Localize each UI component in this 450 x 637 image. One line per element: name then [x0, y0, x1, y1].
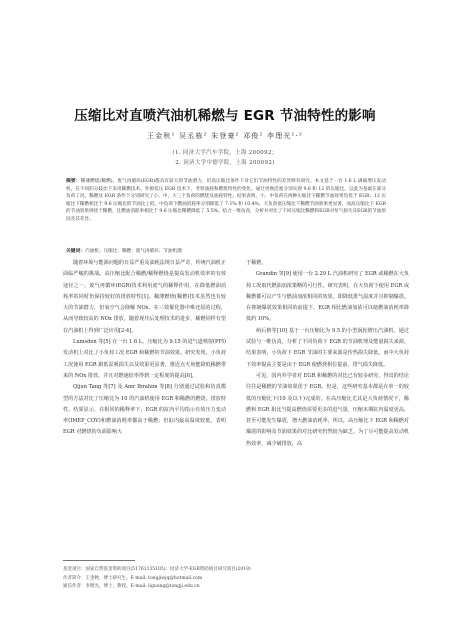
paragraph: 随着环境与能源问题的日益严重及油耗法规日益严苛，传统汽油机正面临严峻的挑战。高压缩比配合稀燃/稀释燃烧是提高发动机效率的有效途径之一。废气再循环(EGR)技术利用废气的稀释作用，在降低燃油消耗率的同时仍保持较好的排放特性[1]。稀薄燃烧(稀燃)技术虽然也有较大的节油潜力，但氧空气会降解 NOx，在三效催化器中难还原的过程，从而导致较高的 NOx 排放。随着现代后处理技术的进步，稀燃同样有望在汽油机上得到广泛应用[2-4]。 — [63, 260, 226, 334]
body-right-column — [246, 258, 409, 450]
footnote-funding: 基金项目：国家自然基金资助项目(51761135105)；同济大学-EGR资助项目研究项目(2019) — [63, 567, 251, 572]
keywords-text: 汽油机；压缩比；稀燃；废气再循环；节油机理 — [85, 249, 182, 254]
affiliation-1: (1. 同济大学汽车学院，上海 200092； — [172, 150, 278, 156]
footnote-corresponding: 通信作者：李理光，博士，教授。E-mail: liguang@tongji.edu.cn — [63, 584, 200, 590]
paragraph: Grandin 等[9] 使用一台 2.29 L 汽油机研究了 EGR 或稀燃在大负荷工况取代燃油加浓策略的可行性。研究表明，在大负荷下使用 EGR 或稀燃都可以产生与燃油加浓相同的效果，即降低排气温度并且抑制爆震。在抑制爆震效果相同的前提下，EGR 相比燃油加浓可以使燃油消耗率降低约 10%。 — [246, 271, 410, 323]
paper-title: 压缩比对直喷汽油机稀燃与 EGR 节油特性的影响 — [74, 108, 376, 124]
abstract — [66, 178, 386, 224]
paragraph: Qijun Tang 等[7] 及 Amr Ibrahim 等[8] 分别通过试验和仿真模型的方法对比了压缩比为 10 的汽油机使用 EGR 和稀燃的燃烧，排放特性。结果显示，在相同的稀释率下，EGR 的缸内平均指示有效压力变动率(IMEP_COV)和燃油消耗率都高于稀燃；但缸内最高温度较低，表明 EGR 对燃烧的负面影响大 — [63, 384, 226, 436]
abstract-label: 摘要： — [66, 179, 81, 184]
paragraph: 于稀燃。 — [246, 260, 267, 266]
keywords-label: 关键词： — [66, 249, 86, 254]
author-list: 王金秋¹ 吴丞栋² 朱登豪² 邓俊² 李理光¹·² — [147, 132, 303, 140]
body-left-column — [63, 258, 226, 439]
footnote-divider — [63, 560, 135, 561]
paragraph: Lumsden 等[5] 在一台 1.6 L、压缩比为 9.15 的进气道喷射(PFI)发动机上对比了小负荷工况 EGR 和稀燃的节油效果。研究发现，小负荷工况使用 EGR 跟低泵吸损失以及效果更显著，推迟点火角能降低稀燃带来的 NOx 排放，并且对燃速给率得到一定程度的提高[6]。 — [63, 339, 226, 379]
footnote-author: 作者简介：王金秋，博士研究生。E-mail: tongjiwjq@hotmail.com — [63, 575, 203, 581]
abstract-text: 稀薄燃烧(稀燃)、废气再循环(EGR)都具有较大的节油潜力，但高压缩比条件下对它们节油特性的差异鲜有研究。本文基于一台 1.6 L 满载增压发动机，在不同的分歧比下采用稀燃技术、外源低压 EGR 技术下，考察油耗和燃烧特性的变化。通过更换活塞分别实现 9.6 和 12 的压缩比，以此为基础在部分负荷工况，稀燃及 EGR 条件下分别研究了小、中、大三个负荷的燃烧及油耗特性。结果表明，小、中负荷在两种压缩比下稀燃节油效果均优于 EGR；12 压缩比下稀燃相比于 9.6 压缩比的节油比上低，中负荷下燃油消耗率分别降低了 7.1% 和 10.4%。大负荷低压缩比下稀燃节油效果更显著，而高压缩比下 EGR 的节油效果则优于稀燃，且燃油消耗率相比于 9.6 压缩比稀燃降低了 5.5%。结合一维仿真，分析并对比了不同压缩比稀燃和EGR对泵气损失及EGR的节油原因及其差异。 — [66, 179, 386, 222]
affiliation-2: 2. 同济大学中德学院，上海 200092) — [175, 160, 275, 166]
paragraph: 可见，国内外学者对 EGR 和稀燃的对比已有较多研究，得出的结论往往是稀燃的节油效果优于 EGR。但是，这些研究基本都是在单一的较低的压缩比下(10 及以下)完成的。在高压缩比尤其是大负荷情况下，稀燃和 EGR 相比当提高燃烧需要更多的进气量，压缩末期缸内温度更高，甚至可能发生爆震，增大燃油消耗率，所以，高压缩比下 EGR 和稀燃对爆震的影响及节油效果的对比研究仍然较为缺乏。为了尽可能提高发动机热效率，减少破排放，高 — [246, 372, 410, 447]
keywords — [66, 247, 386, 254]
paragraph: 萌后格等[10] 基于一台压缩比为 9.5 的小型涡轮增压汽油机，通过试验与一维仿真，分析了不同负荷下 EGR 的节油机理及能量损失来源。结果表明，小负荷下 EGR 节油的主要来源是传热损失降低，而中大负荷下效率提高主要是由于 EGR 使燃烧相位提前、排气损失降低。 — [246, 327, 409, 368]
footnotes — [63, 566, 393, 592]
